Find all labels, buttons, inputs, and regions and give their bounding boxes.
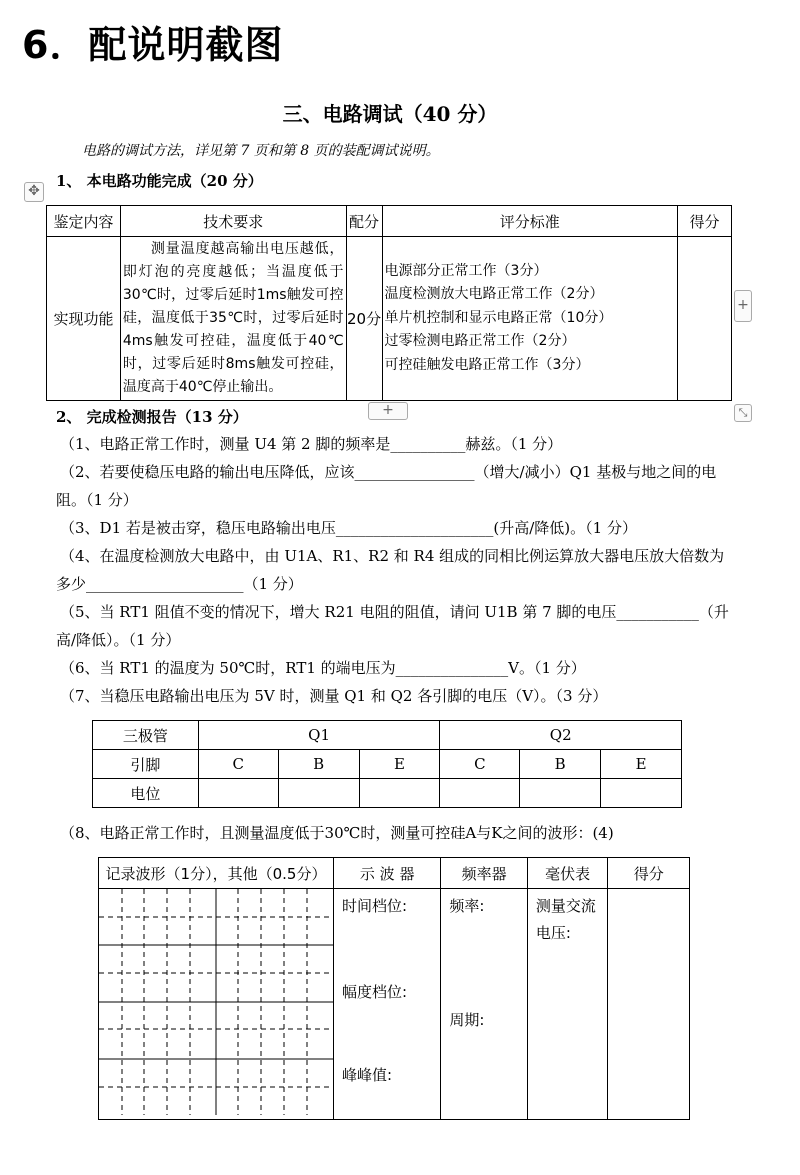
part1-title: 1、 本电路功能完成（20 分） (56, 172, 263, 190)
voltage-input-cell[interactable] (520, 779, 601, 808)
part2-title: 2、 完成检测报告（13 分） (56, 408, 248, 426)
intro-text: 电路的调试方法，详见第 7 页和第 8 页的装配调试说明。 (82, 143, 440, 159)
criteria-item: 可控硅触发电路正常工作（3分） (384, 356, 590, 373)
function-score-table (46, 205, 732, 401)
resize-table-icon[interactable]: ⤡ (734, 404, 752, 422)
voltage-input-cell[interactable] (601, 779, 682, 808)
header-content: 鉴定内容 (47, 206, 121, 237)
add-row-icon[interactable]: + (368, 402, 408, 420)
header-requirement: 技术要求 (120, 206, 346, 237)
header-points: 配分 (346, 206, 382, 237)
content-cell: 实现功能 (47, 237, 121, 401)
question-6: （6、当 RT1 的温度为 50℃时，RT1 的端电压为_______________V。（1 分） (60, 659, 586, 677)
header-score: 得分 (608, 858, 690, 889)
header-criteria: 评分标准 (382, 206, 678, 237)
waveform-grid-cell[interactable] (99, 889, 334, 1120)
millivoltmeter-cell[interactable] (527, 889, 608, 1120)
transistor-label: 三极管 (93, 721, 199, 750)
question-4-line2: 多少_____________________（1 分） (56, 575, 303, 593)
ac-voltage-label-line1: 测量交流 (535, 897, 596, 915)
pin-label: 引脚 (93, 750, 199, 779)
pin-cell: E (359, 750, 440, 779)
header-score: 得分 (678, 206, 732, 237)
score-cell[interactable] (608, 889, 690, 1120)
pin-cell: C (198, 750, 278, 779)
header-waveform: 记录波形（1分），其他（0.5分） (99, 858, 334, 889)
header-millivoltmeter: 毫伏表 (527, 858, 608, 889)
oscilloscope-cell[interactable] (334, 889, 441, 1120)
amplitude-division-label: 幅度档位: (342, 983, 408, 1001)
criteria-cell (382, 237, 678, 401)
page-heading: 6．配说明截图 (22, 23, 284, 67)
table-move-handle-icon[interactable]: ✥ (24, 182, 44, 202)
waveform-grid (99, 889, 333, 1115)
time-division-label: 时间档位: (342, 897, 408, 915)
transistor-voltage-table (92, 720, 682, 808)
section-title: 三、电路调试（40 分） (282, 102, 498, 126)
q2-label: Q2 (440, 721, 682, 750)
criteria-item: 单片机控制和显示电路正常（10分） (384, 309, 613, 326)
header-oscilloscope: 示 波 器 (334, 858, 441, 889)
frequency-cell[interactable] (441, 889, 528, 1120)
question-7: （7、当稳压电路输出电压为 5V 时，测量 Q1 和 Q2 各引脚的电压（V）。（3 分） (60, 687, 608, 705)
question-2-line1: （2、若要使稳压电路的输出电压降低，应该________________（增大/减小）Q1 基极与地之间的电 (60, 463, 717, 481)
requirement-cell: 测量温度越高输出电压越低，即灯泡的亮度越低；当温度低于30℃时，过零后延时1ms触发可控硅，温度低于35℃时，过零后延时4ms触发可控硅，温度低于40℃时，过零后延时8ms触发可控硅，温度高于40℃停止输出。 (120, 237, 346, 401)
add-column-icon[interactable]: + (734, 290, 752, 322)
question-1: （1、电路正常工作时，测量 U4 第 2 脚的频率是__________赫兹。（1 分） (60, 435, 563, 453)
criteria-item: 过零检测电路正常工作（2分） (384, 333, 576, 350)
pin-cell: B (520, 750, 601, 779)
pin-cell: B (278, 750, 359, 779)
voltage-label: 电位 (93, 779, 199, 808)
question-3: （3、D1 若是被击穿，稳压电路输出电压_____________________(升高/降低)。（1 分） (60, 519, 637, 537)
waveform-table (98, 857, 690, 1120)
period-label: 周期: (449, 1011, 485, 1029)
question-5-line1: （5、当 RT1 阻值不变的情况下，增大 R21 电阻的阻值，请问 U1B 第 7 脚的电压___________（升 (60, 603, 729, 621)
voltage-input-cell[interactable] (440, 779, 520, 808)
score-cell[interactable] (678, 237, 732, 401)
pin-cell: C (440, 750, 520, 779)
voltage-input-cell[interactable] (359, 779, 440, 808)
ac-voltage-label-line2: 电压: (535, 924, 571, 942)
points-cell: 20分 (346, 237, 382, 401)
question-2-line2: 阻。（1 分） (56, 491, 138, 509)
pin-cell: E (601, 750, 682, 779)
voltage-input-cell[interactable] (278, 779, 359, 808)
criteria-item: 温度检测放大电路正常工作（2分） (384, 286, 604, 303)
header-frequency: 频率器 (441, 858, 528, 889)
frequency-label: 频率: (449, 897, 485, 915)
question-8: （8、电路正常工作时，且测量温度低于30℃时，测量可控硅A与K之间的波形：(4) (60, 824, 614, 842)
voltage-input-cell[interactable] (198, 779, 278, 808)
criteria-item: 电源部分正常工作（3分） (384, 262, 548, 279)
q1-label: Q1 (198, 721, 440, 750)
question-4-line1: （4、在温度检测放大电路中，由 U1A、R1、R2 和 R4 组成的同相比例运算放大器电压放大倍数为 (60, 547, 725, 565)
question-5-line2: 高/降低）。（1 分） (56, 631, 181, 649)
peak-to-peak-label: 峰峰值: (342, 1066, 393, 1084)
